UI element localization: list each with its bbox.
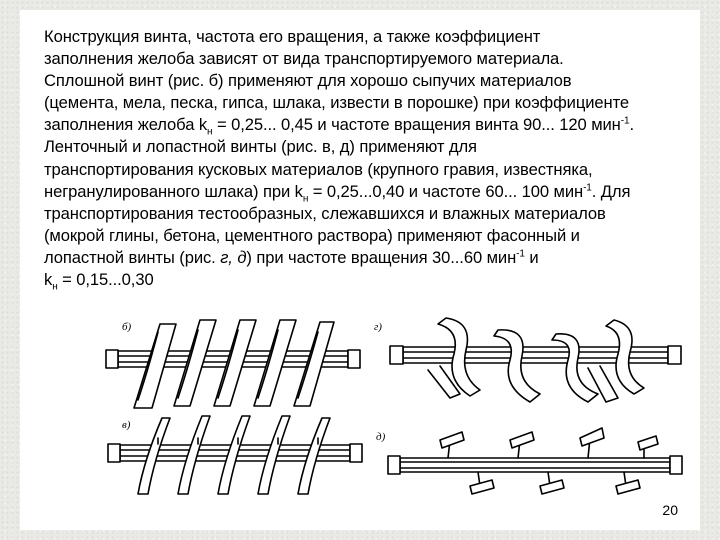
text-line: негранулированного шлака) при $k_н = 0,25...0,40$ и частоте 60... 100 мин$^{-1}$. Для [44,181,631,204]
text-line: (мокрой глины, бетона, цементного раствора) применяют фасонный и [44,225,580,245]
text-line: транспортирования кусковых материалов (крупного гравия, известняка, [44,159,593,179]
figure-label-b: б) [122,321,132,333]
page-number: 20 [662,502,678,518]
figure-label-d: д) [376,431,386,443]
text-line: заполнения желоба $k_н = 0,25$... 0,45 и частоте вращения винта 90... 120 мин$^{-1}$. [44,115,634,138]
screw-drawings [78,310,698,510]
text-line: Сплошной винт (рис. б) применяют для хорошо сыпучих материалов [44,71,572,91]
text-line: Конструкция винта, частота его вращения, а также коэффициент [44,27,541,46]
body-text [44,26,694,291]
text-line: транспортирования тестообразных, слежавшихся и влажных материалов [44,203,606,223]
figure-label-g: г) [374,321,382,333]
figure-label-v: в) [122,419,131,431]
text-line: Ленточный и лопастной винты (рис. в, д) применяют для [44,137,477,157]
text-line: заполнения желоба зависят от вида транспортируемого материала. [44,49,564,69]
text-line: $k_н = 0,15...0,30$ [44,270,154,293]
text-line: лопастной винты (рис. г, д) при частоте вращения 30...60 мин$^{-1}$ и [44,247,539,267]
screw-types-figure [78,310,698,510]
text-line: (цемента, мела, песка, гипса, шлака, извести в порошке) при коэффициенте [44,93,630,113]
slide-panel [20,10,700,530]
